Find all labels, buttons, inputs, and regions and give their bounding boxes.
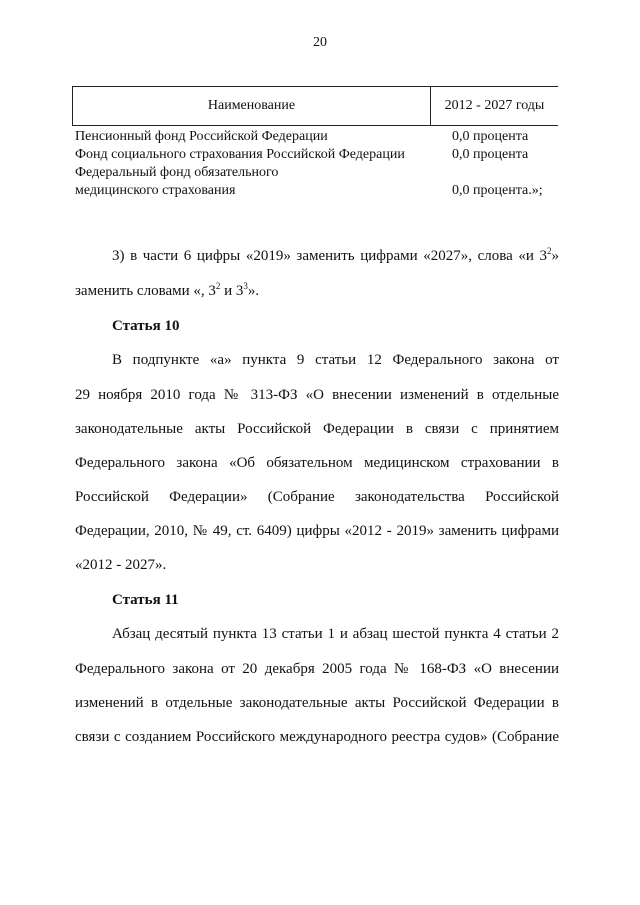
table-row-name: Фонд социального страхования Российской Федерации (75, 147, 405, 162)
table-header-name: Наименование (73, 87, 431, 125)
table-row-value: 0,0 процента (452, 147, 529, 162)
article10-line: Российской Федерации» (Собрание законодательства Российской (75, 489, 559, 505)
table-row-value: 0,0 процента (452, 129, 529, 144)
article10-line: 29 ноября 2010 года № 313-ФЗ «О внесении изменений в отдельные (75, 387, 559, 403)
article10-line: «2012 - 2027». (75, 557, 167, 573)
article11-line: Федерального закона от 20 декабря 2005 года № 168-ФЗ «О внесении (75, 661, 559, 677)
article11-line: Абзац десятый пункта 13 статьи 1 и абзац шестой пункта 4 статьи 2 (112, 626, 559, 642)
article11-heading: Статья 11 (112, 592, 179, 608)
article10-line: законодательные акты Российской Федерации в связи с принятием (75, 421, 559, 437)
article11-line: изменений в отдельные законодательные акты Российской Федерации в (75, 695, 559, 711)
article10-line: Федерации, 2010, № 49, ст. 6409) цифры «2012 - 2019» заменить цифрами (75, 523, 559, 539)
table-row-name: Пенсионный фонд Российской Федерации (75, 129, 328, 144)
page-number: 20 (313, 35, 327, 50)
table-header-years: 2012 - 2027 годы (444, 98, 545, 113)
article10-line: В подпункте «а» пункта 9 статьи 12 Федерального закона от (112, 352, 559, 368)
article10-line: Федерального закона «Об обязательном медицинском страховании в (75, 455, 559, 471)
table-row-value: 0,0 процента.»; (452, 183, 543, 198)
item3-line1: 3) в части 6 цифры «2019» заменить цифрами «2027», слова «и $3^2$» (112, 246, 559, 264)
article10-heading: Статья 10 (112, 318, 180, 334)
article11-line: связи с созданием Российского международного реестра судов» (Собрание (75, 729, 559, 745)
table-header (72, 86, 558, 126)
item3-line2: заменить словами «, $3^2$ и $3^3$». (75, 281, 260, 299)
table-row-name: медицинского страхования (75, 183, 236, 198)
table-row-name: Федеральный фонд обязательного (75, 165, 279, 180)
